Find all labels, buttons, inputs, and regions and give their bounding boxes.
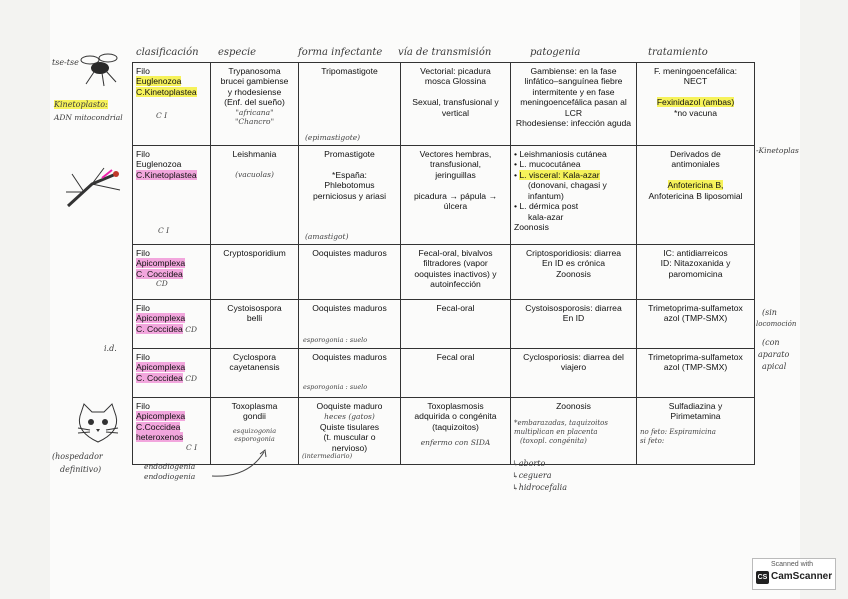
cell-clasificacion: Filo Euglenozoa C.Kinetoplastea C I — [133, 146, 211, 245]
cell-patogenia: Cystoisosporosis: diarrea En ID — [511, 300, 637, 349]
cell-tratamiento: F. meningoencefálica: NECT Fexinidazol (ambas) *no vacuna — [637, 63, 755, 146]
table-row-cystoisospora — [133, 300, 755, 349]
cell-via: Vectorial: picadura mosca Glossina Sexual, transfusional y vertical — [401, 63, 511, 146]
header-tratamiento: tratamiento — [648, 47, 708, 58]
cell-especie: Trypanosoma brucei gambiense y rhodesiense (Enf. del sueño) "africana" "Chancro" — [211, 63, 299, 146]
cell-clasificacion: Filo Apicomplexa C.Coccidea heteroxenos C I — [133, 398, 211, 465]
margin-sin: (sin — [762, 308, 777, 317]
note-ceguera: ceguera — [518, 471, 552, 480]
table-row-leishmania — [133, 146, 755, 245]
cell-especie: Cyclospora cayetanensis — [211, 349, 299, 398]
camscanner-logo-icon: CS — [756, 571, 769, 584]
cell-via: Fecal oral — [401, 349, 511, 398]
margin-sin-2: locomoción — [756, 320, 797, 328]
header-via: vía de transmisión — [398, 47, 492, 58]
cell-patogenia: Cyclosporiosis: diarrea del viajero — [511, 349, 637, 398]
cell-tratamiento: Trimetoprima-sulfametox azol (TMP-SMX) — [637, 349, 755, 398]
margin-kinetoplas: -Kinetoplas — [756, 146, 799, 155]
cell-patogenia: • Leishmaniosis cutánea • L. mucocutánea • L. visceral: Kala-azar (donovani, chagasi y infantum) • L. dérmica post kala-azar Zoonosis — [511, 146, 637, 245]
cell-patogenia: Zoonosis *embarazadas, taquizoitos multiplican en placenta (toxopl. congénita) — [511, 398, 637, 465]
seal-line-2: CamScanner — [771, 571, 833, 582]
cell-forma: Ooquistes maduros esporogonia : suelo — [299, 300, 401, 349]
cat-drawing-icon — [74, 402, 122, 448]
margin-con-2: aparato — [758, 350, 790, 359]
cell-tratamiento: Trimetoprima-sulfametox azol (TMP-SMX) — [637, 300, 755, 349]
cell-forma: Promastigote *España: Phlebotomus perniciosus y ariasi (amastigot) — [299, 146, 401, 245]
margin-kinetoplasto: Kinetoplasto: — [54, 100, 108, 109]
fly-drawing-icon — [76, 46, 122, 90]
parasite-table — [132, 62, 755, 465]
table-row-cyclospora — [133, 349, 755, 398]
cell-patogenia: Criptosporidiosis: diarrea En ID es crónica Zoonosis — [511, 245, 637, 300]
cell-forma: Tripomastigote (epimastigote) — [299, 63, 401, 146]
header-especie: especie — [218, 47, 257, 58]
cell-forma: Ooquistes maduros esporogonia : suelo — [299, 349, 401, 398]
cell-clasificacion: Filo Apicomplexa C. Coccidea CD — [133, 349, 211, 398]
cell-especie: Toxoplasma gondii esquizogonia esporogonia — [211, 398, 299, 465]
camscanner-seal — [752, 558, 836, 590]
table-row-trypanosoma — [133, 63, 755, 146]
cell-tratamiento: Derivados de antimoniales Anfotericina B, Anfotericina B liposomial — [637, 146, 755, 245]
cell-clasificacion: Filo Apicomplexa C. Coccidea CD — [133, 245, 211, 300]
cell-especie: Cystoisospora belli — [211, 300, 299, 349]
header-patogenia: patogenia — [530, 47, 581, 58]
note-endodiogenia-1: endodiogenia — [144, 462, 196, 471]
mosquito-drawing-icon — [58, 162, 128, 216]
cell-tratamiento: Sulfadiazina y Pirimetamina no feto: Espiramicina si feto: — [637, 398, 755, 465]
cell-via: Toxoplasmosis adquirida o congénita (taquizoitos) enfermo con SIDA — [401, 398, 511, 465]
margin-hospedador: (hospedador — [52, 452, 103, 461]
cell-patogenia: Gambiense: en la fase linfático–sanguínea fiebre intermitente y en fase meningoencefálica pasan al LCR Rhodesiense: infección aguda — [511, 63, 637, 146]
note-aborto: aborto — [518, 459, 546, 468]
margin-id: i.d. — [104, 344, 117, 353]
margin-definitivo: definitivo) — [60, 465, 102, 474]
margin-tsetse: tse-tse — [52, 58, 79, 67]
seal-line-1: Scanned with — [771, 561, 814, 568]
cell-forma: Ooquistes maduros — [299, 245, 401, 300]
margin-con: (con — [762, 338, 780, 347]
table-row-cryptosporidium — [133, 245, 755, 300]
cell-especie: Leishmania (vacuolas) — [211, 146, 299, 245]
cell-tratamiento: IC: antidiarreicos ID: Nitazoxanida y paromomicina — [637, 245, 755, 300]
cell-via: Vectores hembras, transfusional, jeringuillas picadura → pápula → úlcera — [401, 146, 511, 245]
header-clasificacion: clasificación — [136, 47, 199, 58]
note-hidrocefalia: hidrocefalia — [518, 483, 568, 492]
cell-via: Fecal-oral, bivalvos filtradores (vapor ooquistes inactivos) y autoinfección — [401, 245, 511, 300]
header-forma: forma infectante — [298, 47, 383, 58]
note-endodiogenia-2: endodiogenia — [144, 472, 196, 481]
cell-clasificacion: Filo Euglenozoa C.Kinetoplastea C I — [133, 63, 211, 146]
cell-forma: Ooquiste maduro heces (gatos) Quiste tisulares (t. muscular o nervioso) (intermediario) — [299, 398, 401, 465]
margin-adn: ADN mitocondrial — [54, 113, 123, 122]
margin-con-3: apical — [762, 362, 787, 371]
cell-especie: Cryptosporidium — [211, 245, 299, 300]
arrow-icon — [208, 448, 278, 484]
cell-clasificacion: Filo Apicomplexa C. Coccidea CD — [133, 300, 211, 349]
cell-via: Fecal-oral — [401, 300, 511, 349]
